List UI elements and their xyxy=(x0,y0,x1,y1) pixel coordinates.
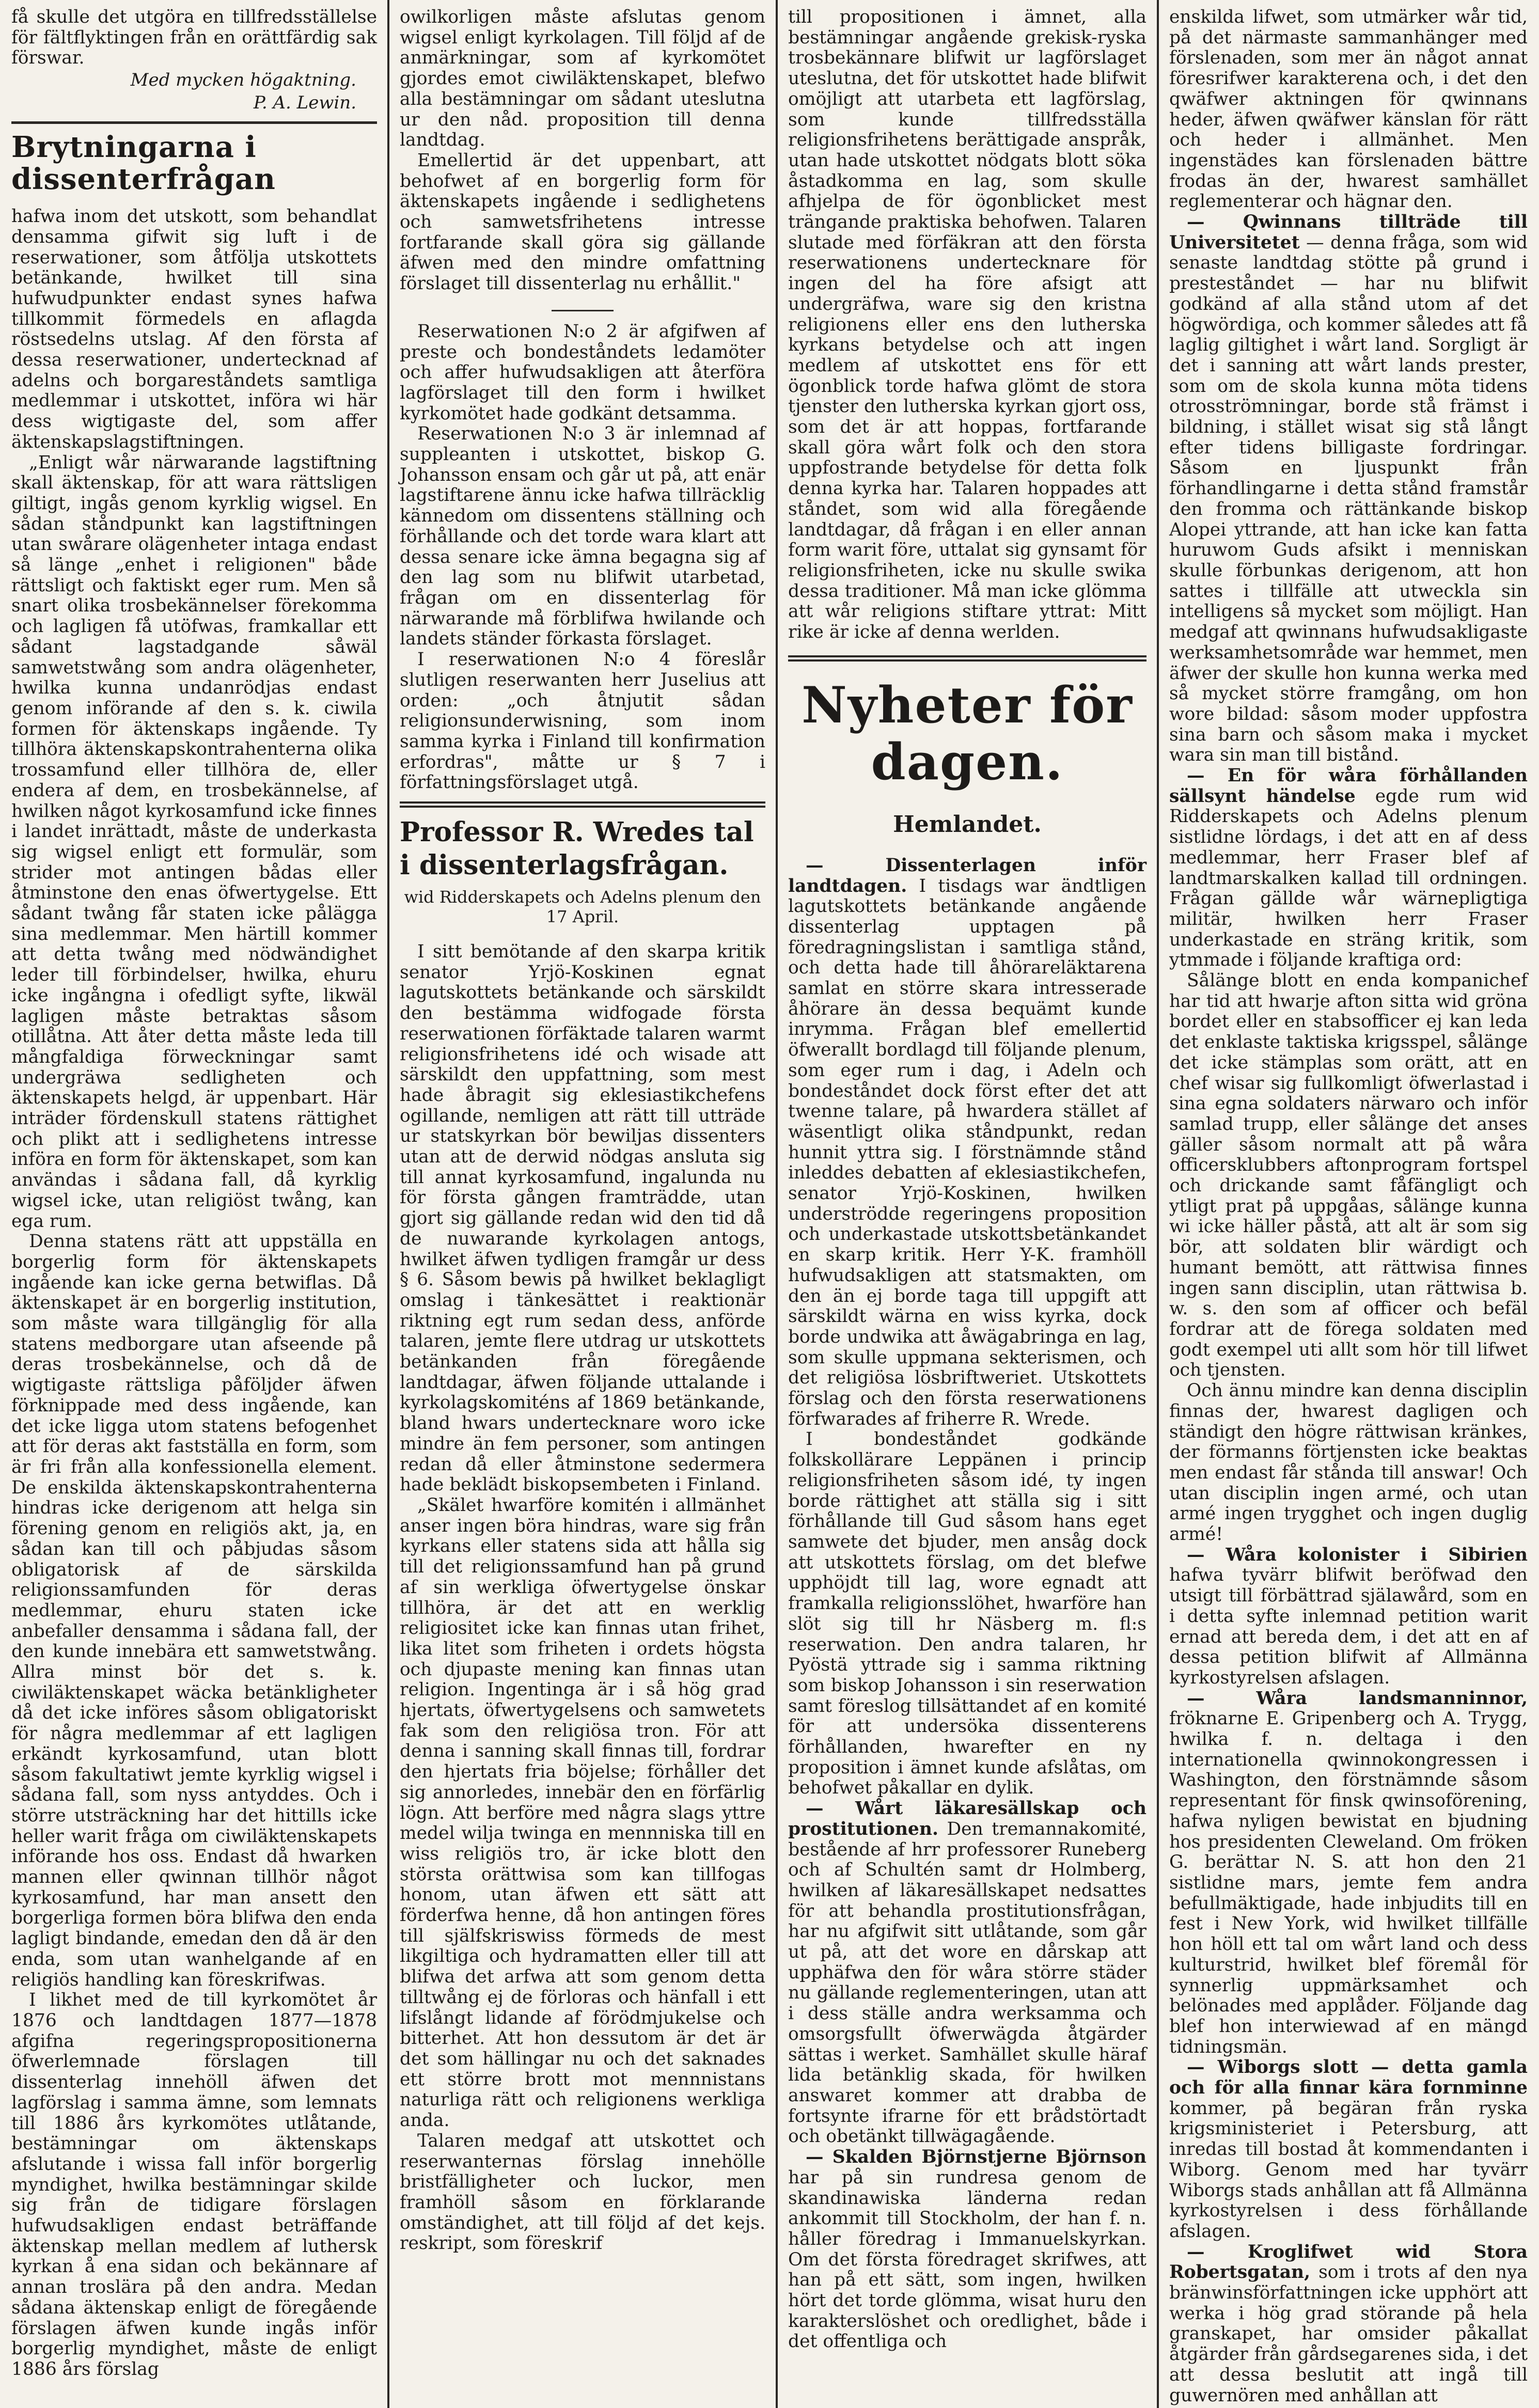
paragraph: „Skälet hwarföre komitén i allmänhet anser ingen böra hindras, ware sig från kyrkans eller statens sida att hålla sig till det religionssamfund han på grund af sin werkliga öfwertygelse önskar tillhöra, är det att en werklig religiositet icke kan finnas utan frihet, lika litet som friheten i ordets högsta och djupaste mening kan finnas utan religion. Ingentinga är i så hög grad hjertats, öfwertygelsens och samwetets fak som den religiösa tron. För att denna i sanning skall finnas till, fordrar den hjertats fria böjelse; förhåller det sig annorledes, innebär den en förfärlig lögn. Att berföre med några slags yttre medel wilja twinga en mennniska till en wiss religiös tro, är icke blott den största orättwisa som kan tillfogas honom, utan äfwen ett sätt att förderfwa henne, då hon antingen föres till själfskriswiss förmeds de mest likgiltiga och hydramatten eller till att blifwa det arfwa att som genom detta tilltwång ej de förloras och hänfall i ett lifslångt lidande af förödmjukelse och bitterhet. Att hon dessutom är det är det som hällingar nu och det saknades ett större brott mot mennnistans naturliga rätt och religionens werkliga anda. xyxy=(400,1495,765,2131)
news-item xyxy=(788,2147,1147,2352)
signature: P. A. Lewin. xyxy=(253,92,356,114)
news-lead: — Dissenterlagen inför landtdagen. xyxy=(788,855,1147,896)
news-item xyxy=(1169,212,1528,766)
news-lead: — Wiborgs slott — detta gamla och för alla finnar kära fornminne xyxy=(1169,2057,1528,2099)
news-lead: — Wåra landsmanninnor, xyxy=(1187,1688,1528,1709)
news-item xyxy=(1169,1689,1528,2058)
paragraph: I reserwationen N:o 4 föreslår slutligen reserwanten herr Juselius att orden: „och åtnjutit sådan religionsunderwisning, som inom samma kyrka i Finland till konfirmation erfordras", måtte ur § 7 i författningsförslaget utgå. xyxy=(400,649,765,793)
article-headline: Professor R. Wredes tal i dissenterlagsfrågan. xyxy=(400,816,754,882)
column-3 xyxy=(777,0,1158,2408)
news-lead: — Wårt läkaresällskap och prostitutionen. xyxy=(788,1798,1147,1839)
column-2 xyxy=(388,0,777,2408)
column-4 xyxy=(1158,0,1539,2408)
news-item xyxy=(1169,1545,1528,1689)
news-text: som i trots af den nya bränwinsförfattningen icke upphört att werka i hög grad störande på hela granskapet, har omsider påkallat åtgärder från gårdsegarenes sida, i det att dessa beslutit att ingå till guwernören med anhållan att xyxy=(1169,2262,1528,2406)
paragraph: Talaren medgaf att utskottet och reserwanternas förslag innehölle bristfälligheter och luckor, men framhöll såsom en förklarande omständighet, att till följd af det kejs. reskript, som föreskrif xyxy=(400,2130,765,2254)
article-headline: Brytningarna i dissenterfrågan xyxy=(11,130,276,197)
news-item xyxy=(788,856,1147,1430)
paragraph: Reserwationen N:o 3 är inlemnad af suppleanten i utskottet, biskop G. Johansson ensam och går ut på, att enär lagstiftarene ännu icke hafwa tillräcklig kännedom om dissentens ställning och förhållande och det torde wara klart att dessa senare icke ämna begagna sig af den lag som nu blifwit utarbetad, frågan om en dissenterlag för närwarande må förblifwa hwilande och landets ständer förkasta förslaget. xyxy=(400,423,765,650)
news-text: fröknarne E. Gripenberg och A. Trygg, hwilka f. n. deltaga i den internationella qwinnokongressen i Washington, den förstnämnde såsom representant för finsk qwinsoförening, hafwa nyligen bewistat en bjudning hos presidenten Cleweland. Om fröken G. berättar N. S. att hon den 21 sistlidne mars, jemte fem andra befullmäktigade, hade inbjudits till en fest i New York, wid hwilket tillfälle hon höll ett tal om wårt land och dess kulturstrid, hwilket blef föremål för synnerlig uppmärksamhet och belönades med applåder. Följande dag blef hon interwiewad af en mängd tidningsmän. xyxy=(1169,1708,1528,2057)
intro-text: få skulle det utgöra en tillfredsställelse för fältflyktingen från en orättfärdig sak förswar. xyxy=(11,7,377,69)
article-caption: wid Ridderskapets och Adelns plenum den 17 April. xyxy=(404,887,761,927)
news-text: I tisdags war ändtligen lagutskottets betänkande angående dissenterlag upptagen på föredragningslistan i samtliga stånd, och detta hade till åhörareläktarena samlat en större skara intresserade åhörare än dessa bequämt kunde inrymma. Frågan blef emellertid öfwerallt bordlagd till följande plenum, som eger rum i dag, i Adeln och bondeståndet dock först efter det att twenne talare, på hwardera stället af wäsentligt olika ståndpunkt, redan hunnit yttra sig. I förstnämnde stånd inleddes debatten af eklesiastikchefen, senator Yrjö-Koskinen, hwilken underströdde regeringens proposition och underkastade utskottsbetänkandet en skarp kritik. Herr Y-K. framhöll hufwudsakligen att statsmakten, om den än ej borde taga till uppgift att särskildt wärna en wiss kyrka, dock borde undwika att åwägabringa en lag, som skulle uppmana sekterismen, och det religiösa lösbriftweriet. Utskottets förslag och den första reserwationens förfwarades af friherre R. Wrede. xyxy=(788,875,1147,1429)
news-item xyxy=(1169,971,1528,1381)
news-lead: — Kroglifwet wid Stora Robertsgatan, xyxy=(1169,2241,1528,2283)
news-lead: — Skalden Björnstjerne Björnson xyxy=(806,2147,1147,2168)
paragraph: „Enligt wår närwarande lagstiftning skall äktenskap, för att wara rättsligen giltigt, ingås genom kyrklig wigsel. En sådan ståndpunkt kan lagstiftningen utan swårare olägenheter intaga endast så länge „enhet i religionen" både rättsligt och faktiskt eger rum. Men så snart olika trosbekännelser förekomma och lagligen få utöfwas, framkallar ett sådant lagstadgande såwäl samwetstwång som andra olägenheter, hwilka kunna undanrödjas endast genom införande af den s. k. ciwila formen för äktenskaps ingående. Ty tillhöra äktenskapskontrahenterna olika trossamfund eller tillhöra de, eller endera af dem, en trosbekännelse, af hwilken något kyrkosamfund icke finnes i landet inrättadt, måste de underkasta sig wigsel enligt ett formulär, som strider mot antingen bådas eller åtminstone den enas öfwertygelse. Ett sådant twång får staten icke pålägga sina medlemmar. Men härtill kommer att detta twång med nödwändighet leder till förbindelser, hwilka, ehuru icke ingångna i ofedligt syfte, likwäl lagligen måste betraktas såsom otillåtna. Att åter detta måste leda till mångfaldiga förweckningar samt undergräwa sedligheten och äktenskapets helgd, är uppenbart. Här inträder fördenskull statens rättighet och plikt att i sedlighetens intresse införa en form för äktenskapet, som kan användas i sådana fall, då kyrklig wigsel icke, utan religiöst twång, kan ega rum. xyxy=(11,452,377,1232)
news-lead: — Wåra kolonister i Sibirien xyxy=(1187,1544,1528,1565)
divider xyxy=(788,655,1147,662)
news-text: — denna fråga, som wid senaste landtdag stötte på grund i presteståndet — har nu blifwit godkänd af alla stånd utom af det högwördiga, och kommer således att få laglig giltighet i wårt land. Sorgligt är det i sanning att wårt lands prester, som om de skola kunna möta tidens otrosströmningar, borde stå främst i bildning, i stället wisat sig stå långt efter tidens billigaste fordringar. Såsom en ljuspunkt från förhandlingarne i detta stånd framstår den fromma och rättänkande biskop Alopei yttrande, att han icke kan fatta huruwom Guds afsikt i menniskan skulle förbunkas derigenom, att hon sattes i tillfälle att utweckla sin intelligens så mycket som möjligt. Han medgaf att qwinnans hufwudsakligaste werksamhetsområde war hemmet, men äfwer der skulle hon kunna werka med så mycket större framgång, om hon wore bildad: såsom moder uppfostra sina barn och såsom maka i mycket wara sin man till bistånd. xyxy=(1169,232,1528,766)
column-1 xyxy=(0,0,388,2408)
news-text: hafwa tyvärr blifwit beröfwad den utsigt till förbättrad själawård, som en i detta syfte inlemnad petition warit ernad att bereda dem, i det att en af dessa petition blifwit af Allmänna kyrkostyrelsen afslagen. xyxy=(1169,1565,1528,1688)
news-lead: — En för wåra förhållanden sällsynt händelse xyxy=(1169,765,1528,807)
news-text: har på sin rundresa genom de skandinawiska länderna redan ankommit till Stockholm, der han f. n. håller föredrag i Immanuelskyrkan. Om det första föredraget skrifwes, att han på ett sätt, som ingen, hwilken hört det torde glömma, wisat huru den karakterslöshet och oredlighet, både i det offentliga och xyxy=(788,2167,1147,2352)
news-text: Sålänge blott en enda kompanichef har tid att hwarje afton sitta wid gröna bordet eller en stabsofficer ej kan leda det enklaste taktiska krigsspel, sålänge det icke stämplas som orätt, att en chef wisar sig fullkomligt öfwerlastad i sina egna soldaters närwaro och inför samlad trupp, eller sålänge det anses gäller såsom normalt att på wåra officersklubbers aftonprogram fortspel och drickande samt fåfängligt och ytligt prat på uppgåas, sålänge kunna wi icke häller påstå, att alt är som sig bör, att soldaten blir wärdigt och humant bemött, att rättwisa finnes ingen sann disciplin, utan rättwisa b. w. s. den som af officer och befäl fordrar att de förega soldaten med godt exempel uti allt som hör till lifwet och tjensten. xyxy=(1169,970,1528,1381)
news-text: Den tremannakomité, bestående af hrr professorer Runeberg och af Schultén samt dr Holmberg, hwilken af läkaresällskapet nedsattes för att behandla prostitutionsfrågan, har nu afgifwit sitt utlåtande, som går ut på, att det wore en dårskap att upphäfwa den för wåra större städer nu gällande reglementeringen, utan att i dess ställe andra werksamma och omsorgsfullt öfwerwägda åtgärder sättas i werket. Samhället skulle häraf lida betänklig skada, för hwilken answaret kommer att drabba de fortsynte ifrarne för ett brådstörtadt och obetänkt tillwägagående. xyxy=(788,1818,1147,2147)
news-item xyxy=(1169,2057,1528,2242)
section-heading: Hemlandet. xyxy=(893,811,1042,838)
divider xyxy=(400,801,765,808)
paragraph: Emellertid är det uppenbart, att behofwet af en borgerlig form för äktenskapets ingående i sedlighetens och samwetsfrihetens intresse fortfarande skall göra sig gällande äfwen med den mindre omfattning förslaget till dissenterlag nu erhållit." xyxy=(400,150,765,294)
paragraph: till propositionen i ämnet, alla bestämningar angående grekisk-ryska trosbekännare blifwit ur lagförslaget uteslutna, det för utskottet hade blifwit omöjligt att utarbeta ett lagförslag, som kunde tillfredsställa religionsfrihetens berättigade anspråk, utan hade utskottet nödgats blott söka åstadkomma en lag, som skulle afhjelpa de för ögonblicket mest trängande praktiska behofwen. Talaren slutade med förfäkran att den första reserwationens undertecknare för ingen del ha före afsigt att undergräfwa, ware sig den kristna religionens eller ens den lutherska kyrkans betydelse och att ingen medlem af utskottet ens för ett ögonblick torde hafwa glömt de stora tjenster den lutherska kyrkan gjort oss, som det är att hoppas, fortfarande skall göra wårt folk och den stora uppfostrande betydelse för detta folk denna kyrka har. Talaren hoppades att ståndet, som wid alla föregående landtdagar, då frågan i en eller annan form warit före, uttalat sig gynsamt för religionsfriheten, icke nu skulle swika dessa traditioner. Må man icke glömma att wår religions stiftare yttrat: Mitt rike är icke af denna werlden. xyxy=(788,7,1147,643)
news-item xyxy=(1169,1381,1528,1545)
divider xyxy=(552,310,614,311)
news-item xyxy=(788,1429,1147,1799)
paragraph: I sitt bemötande af den skarpa kritik senator Yrjö-Koskinen egnat lagutskottets betänkande och särskildt den bestämma widfogade första reserwationen förfäktade talaren warmt religionsfrihetens idé och wisade att särskildt den uppfattning, som mest hade åbragit sig eklesiastikchefens ogillande, nemligen att rätt till utträde ur statskyrkan bör bewiljas dissenters utan att de derwid nödgas ansluta sig till annat kyrkosamfund, ingalunda nu för första gången framträdde, utan gjort sig gällande redan wid den tid då de nuwarande kyrkolagen antogs, hwilket äfwen tydligen framgår ur dess § 6. Såsom bewis på hwilket beklagligt omslag i tänkesättet i reaktionär riktning egt rum sedan dess, anförde talaren, jemte flere utdrag ur utskottets betänkanden från föregående landtdagar, äfwen följande uttalande i kyrkolagskomiténs af 1869 betänkande, bland hwars undertecknare woro icke mindre än fem personer, som antingen redan då eller åtminstone sedermera hade beklädt biskopsembeten i Finland. xyxy=(400,941,765,1496)
section-masthead: Nyheter för dagen. xyxy=(802,675,1133,791)
paragraph: hafwa inom det utskott, som behandlat densamma gifwit sig luft i de reserwationer, som åtföljа utskottets betänkande, hwilket till sina hufwudpunkter endast synes hafwa tillkommit förmedels en aflagda röstsedelns utslag. Af den första af dessa reserwationer, undertecknad af adelns och borgareståndets samtliga medlemmar i utskottet, införa wi här dess wigtigaste del, som affer äktenskapslagstiftningen. xyxy=(11,206,377,452)
news-item xyxy=(1169,2242,1528,2406)
news-text: Och ännu mindre kan denna disciplin finnas der, hwarest dagligen och ständigt den högre rättwisan kränkes, der förmanns förtjensten icke beaktas men endast får stånda till answar! Och utan disciplin ingen armé, och utan armé ingen trygghet och ingen duglig armé! xyxy=(1169,1380,1528,1545)
news-text: kommer, på begäran från ryska krigsministeriet i Petersburg, att inredas till bostad åt kommendanten i Wiborg. Genom med har tyvärr Wiborgs stads anhållan att få Allmänna kyrkostyrelsen i dess förhållande afslagen. xyxy=(1169,2098,1528,2242)
news-item xyxy=(1169,766,1528,971)
news-text: I bondeståndet godkände folkskollärare Leppänen i princip religionsfriheten såsom idé, ty ingen borde rättighet att ställa sig i sitt förhållande till Gud såsom hans eget samwete det bjuder, men ansåg dock att utskottets förslag, om det blefwe upphöjdt till lag, wore egnadt att framkalla religionsslöhet, hwarföre han slöt sig till hr Näsberg m. fl:s reserwation. Den andra talaren, hr Pyöstä yttrade sig i samma riktning som biskop Johansson i sin reserwation samt föreslog tillsättandet af en komité för att undersöka dissenterens förhållanden, hwarefter en ny proposition i ämnet kunde afslåtas, om behofwet påkallar en dylik. xyxy=(788,1429,1147,1799)
news-text: egde rum wid Ridderskapets och Adelns plenum sistlidne lördags, i det att en af dess medlemmar, herr Fraser blef af landtmarskalken kallad till ordningen. Frågan gällde wår wärnepligtiga militär, hwilken herr Fraser underkastade en sträng kritik, som ytmmade i följande kraftiga ord: xyxy=(1169,785,1528,971)
paragraph: Reserwationen N:o 2 är afgifwen af preste och bondeståndets ledamöter och affer hufwudsakligen att återföra lagförslaget till den form i hwilket kyrkomötet hade godkänt detsamma. xyxy=(400,321,765,424)
paragraph: owilkorligen måste afslutas genom wigsel enligt kyrkolagen. Till följd af de anmärkningar, som af kyrkomötet gjordes emot ciwiläktenskapet, blefwo alla bestämningar om sådant uteslutna ur den nåd. proposition till denna landtdag. xyxy=(400,7,765,151)
news-item xyxy=(788,1799,1147,2147)
news-lead: — Qwinnans tillträde till Universitetet xyxy=(1169,212,1528,253)
closing-line: Med mycken högaktning. xyxy=(130,70,356,91)
paragraph: enskilda lifwet, som utmärker wår tid, på det närmaste sammanhänger med förslenaden, som mer än något annat föresrifwer karakterena och, i det den qwäfwer aktningen för qwinnans heder, äfwen qwäfwer känslan för rätt och heder i allmänhet. Men ingenstädes kan förslenaden bättre frodas än der, hwarest samhället reglementerar och hägnar den. xyxy=(1169,7,1528,212)
paragraph: Denna statens rätt att uppställa en borgerlig form för äktenskapets ingående kan icke gerna betwiflas. Då äktenskapet är en borgerlig institution, som måste wara tillgänglig för alla statens medborgare utan afseende på deras trosbekännelse, och då de wigtigaste rättsliga påföljder äfwen förknippade med dess ingående, kan det icke ligga utom statens befogenhet att för deras akt fastställa en form, som är fri från alla konfessionella element. De enskilda äktenskapskontrahenterna hindras icke derigenom att helga sin förening genom en religiös akt, ja, en sådan kan till och påbjudas såsom obligatorisk af de särskilda religionssamfunden för deras medlemmar, ehuru staten icke anbefaller densamma i sådana fall, der den kunde innebära ett samwetstwång. Allra minst bör det s. k. ciwiläktenskapet wäcka betänkligheter då det icke införes såsom obligatoriskt för några medlemmar af ett lagligen erkändt kyrkosamfund, utan blott såsom fakultatiwt jemte kyrklig wigsel i sådana fall, som nyss antyddes. Och i större utsträckning har det hittills icke heller warit fråga om ciwiläktenskapets införande hos oss. Endast då hwarken mannen eller qwinnan tillhör något kyrkosamfund, har man ansett den borgerliga formen böra blifwa den enda lagligt bindande, emedan den då är den enda, som utan wanhelgande af en religiös handling kan föreskrifwas. xyxy=(11,1231,377,1990)
paragraph: I likhet med de till kyrkomötet år 1876 och landtdagen 1877—1878 afgifna regeringspropositionerna öfwerlemnade förslagen till dissenterlag innehöll äfwen det lagförslag i samma ämne, som lemnats till 1886 års kyrkomötes utlåtande, bestämningar om äktenskaps afslutande i wissa fall inför borgerlig myndighet, hwilka bestämningar skilde sig från de tidigare förslagen hufwudsakligen endast beträffande äktenskap mellan medlem af luthersk kyrkan å ena sidan och bekännare af annan troslära på den andra. Medan sådana äktenskap enligt de föregående förslagen äfwen kunde ingås inför borgerlig myndighet, måste de enligt 1886 års förslag xyxy=(11,1990,377,2380)
divider xyxy=(11,121,377,124)
